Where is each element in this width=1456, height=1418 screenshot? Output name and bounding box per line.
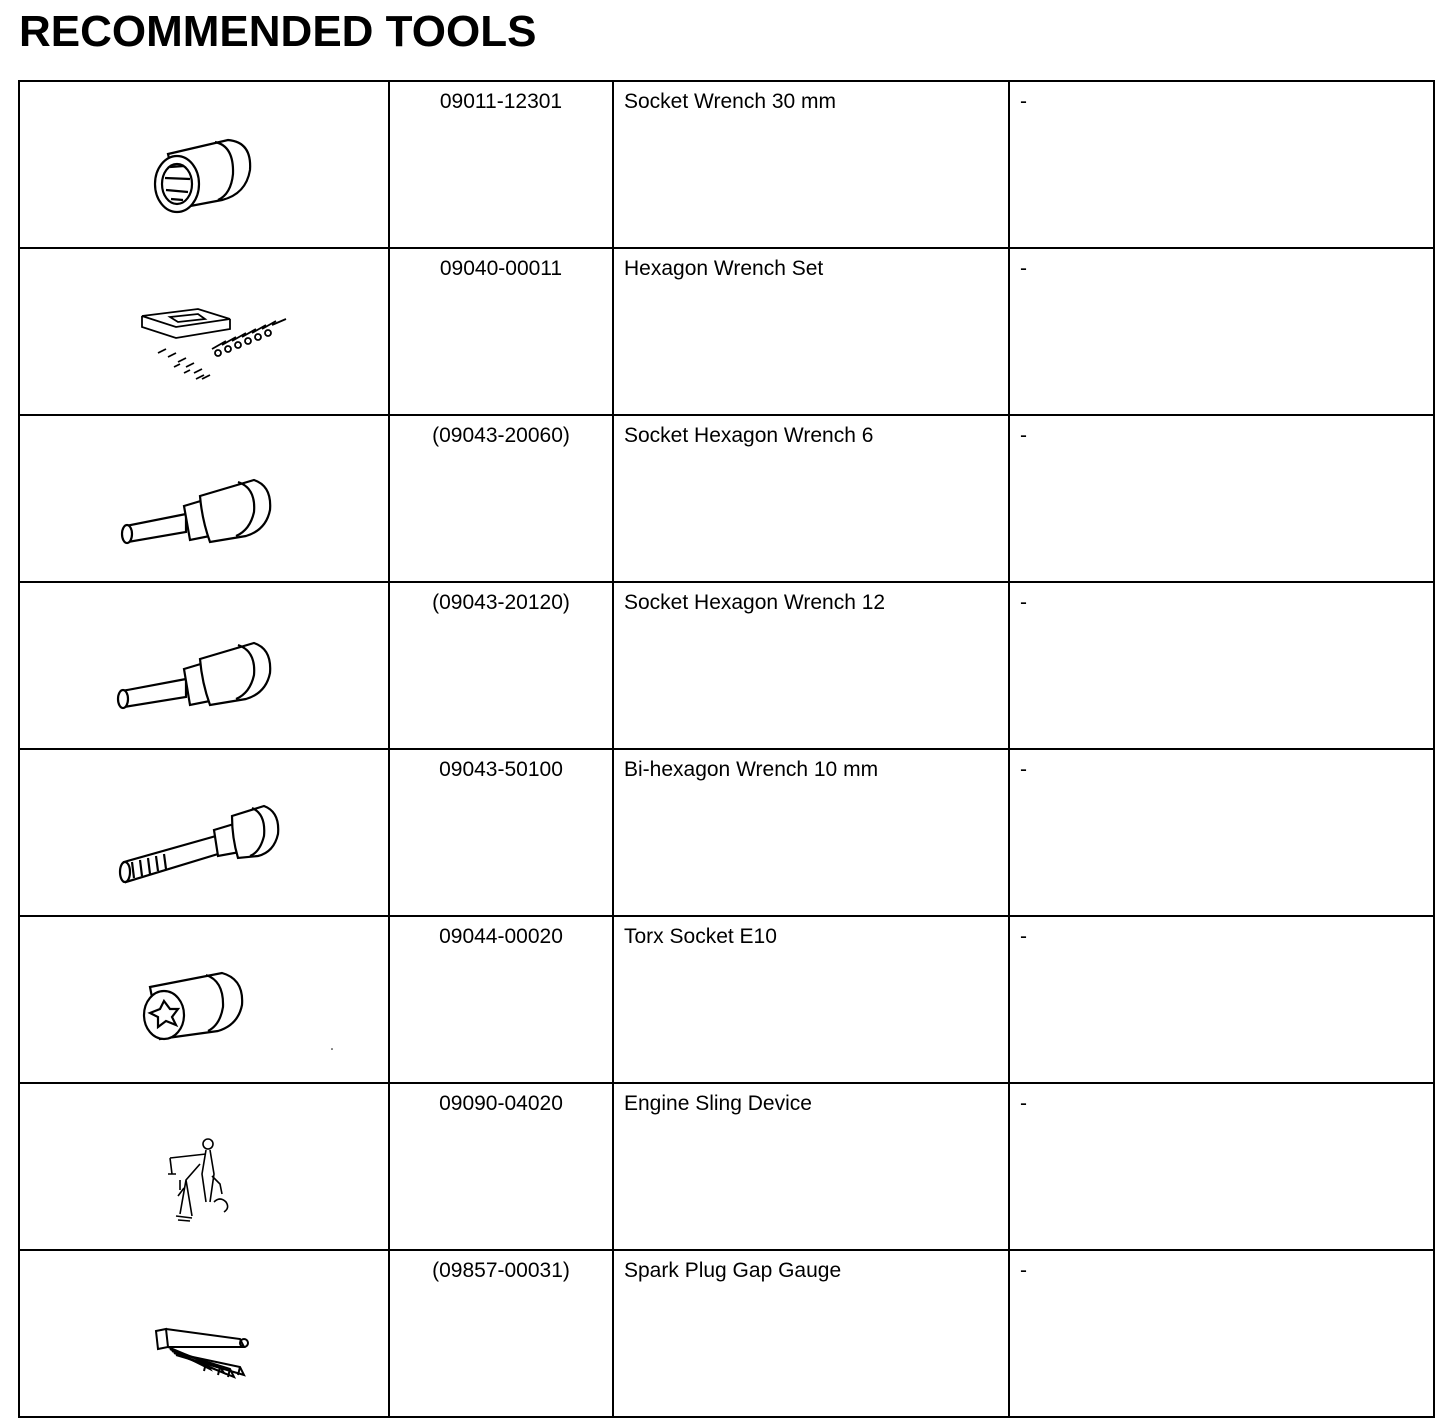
tool-image-cell	[19, 248, 389, 415]
socket-hexagon-wrench-icon	[20, 416, 388, 573]
torx-socket-icon	[20, 917, 388, 1074]
part-number: 09044-00020	[389, 916, 613, 1083]
tool-image-cell	[19, 582, 389, 749]
tool-name: Socket Hexagon Wrench 12	[613, 582, 1009, 749]
tool-note: -	[1009, 916, 1434, 1083]
tool-note: -	[1009, 1250, 1434, 1417]
tool-image-cell	[19, 81, 389, 248]
tool-note: -	[1009, 582, 1434, 749]
part-number: (09043-20060)	[389, 415, 613, 582]
table-row	[19, 582, 1434, 749]
hexagon-wrench-set-icon	[20, 249, 388, 406]
tool-note: -	[1009, 415, 1434, 582]
table-row	[19, 248, 1434, 415]
table-row	[19, 1250, 1434, 1417]
tool-image-cell	[19, 1250, 389, 1417]
socket-hexagon-wrench-icon	[20, 583, 388, 740]
tool-note: -	[1009, 248, 1434, 415]
bi-hexagon-wrench-icon	[20, 750, 388, 907]
tool-image-cell	[19, 916, 389, 1083]
part-number: 09040-00011	[389, 248, 613, 415]
tool-image-cell	[19, 415, 389, 582]
part-number: 09043-50100	[389, 749, 613, 916]
tool-note: -	[1009, 81, 1434, 248]
tool-image-cell	[19, 749, 389, 916]
tool-name: Bi-hexagon Wrench 10 mm	[613, 749, 1009, 916]
page-title: RECOMMENDED TOOLS	[19, 7, 537, 56]
part-number: 09090-04020	[389, 1083, 613, 1250]
table-row	[19, 1083, 1434, 1250]
part-number: (09043-20120)	[389, 582, 613, 749]
tool-name: Torx Socket E10	[613, 916, 1009, 1083]
tool-name: Socket Wrench 30 mm	[613, 81, 1009, 248]
tool-name: Engine Sling Device	[613, 1083, 1009, 1250]
part-number: 09011-12301	[389, 81, 613, 248]
tool-note: -	[1009, 1083, 1434, 1250]
table-row	[19, 916, 1434, 1083]
socket-wrench-icon	[20, 82, 388, 239]
part-number: (09857-00031)	[389, 1250, 613, 1417]
table-row	[19, 81, 1434, 248]
gap-gauge-icon	[20, 1251, 388, 1408]
tool-image-cell	[19, 1083, 389, 1250]
table-row	[19, 415, 1434, 582]
engine-sling-icon	[20, 1084, 388, 1241]
tool-note: -	[1009, 749, 1434, 916]
tool-name: Hexagon Wrench Set	[613, 248, 1009, 415]
tool-name: Spark Plug Gap Gauge	[613, 1250, 1009, 1417]
tool-name: Socket Hexagon Wrench 6	[613, 415, 1009, 582]
table-row	[19, 749, 1434, 916]
tools-table	[18, 80, 1435, 1418]
